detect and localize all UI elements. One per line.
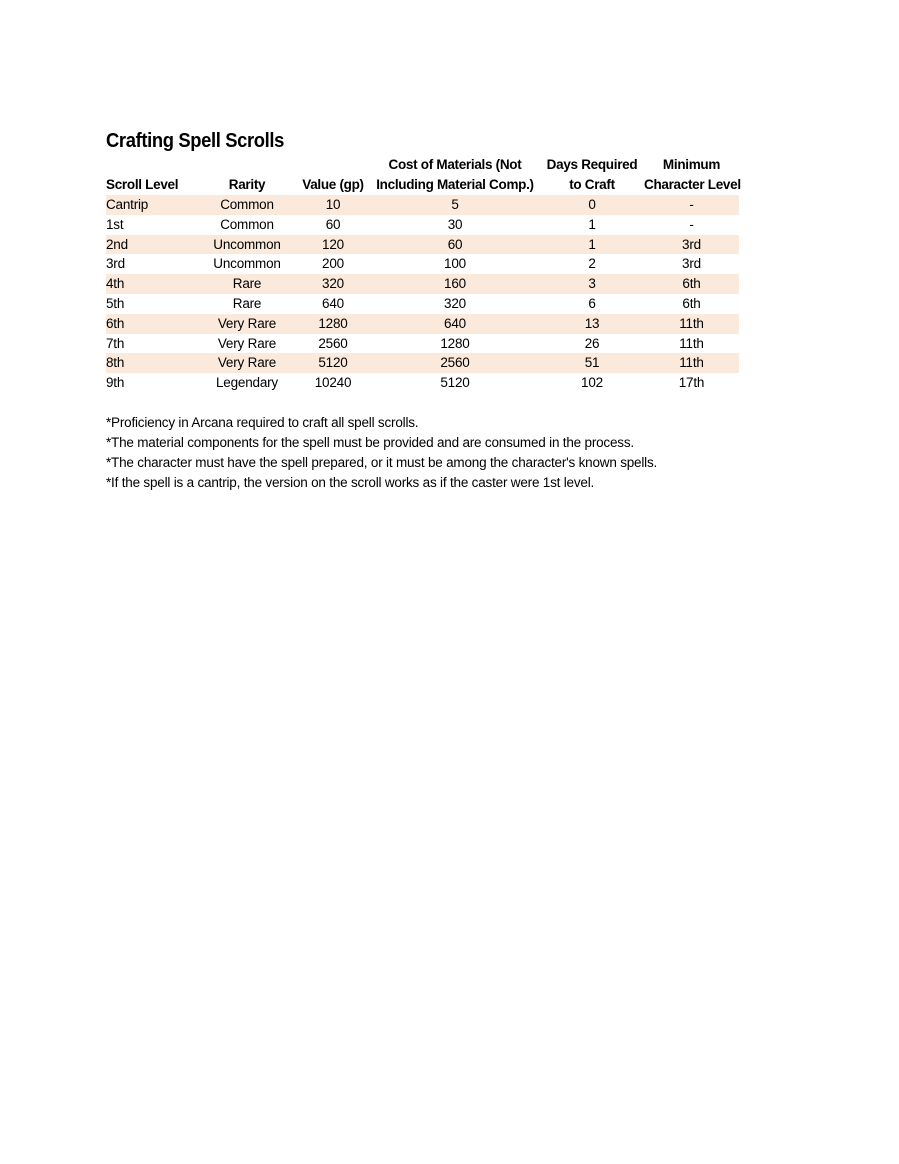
- footnote: *If the spell is a cantrip, the version on the scroll works as if the caster were 1st level.: [106, 474, 595, 490]
- cell-days: 6: [588, 295, 596, 311]
- cell-rarity: Very Rare: [217, 335, 277, 351]
- cell-days: 3: [540, 274, 644, 294]
- cell-rarity: Common: [220, 216, 274, 232]
- cell-value: 60: [325, 216, 341, 232]
- cell-rarity: Uncommon: [213, 256, 281, 272]
- cell-scroll-level: 2nd: [106, 235, 198, 255]
- cell-min-level: 6th: [644, 274, 739, 294]
- cell-scroll-level: 1st: [106, 216, 124, 232]
- cell-rarity: Very Rare: [198, 314, 296, 334]
- table-row: [106, 334, 739, 354]
- page-title: Crafting Spell Scrolls: [106, 130, 284, 152]
- cell-scroll-level: 5th: [106, 295, 125, 311]
- cell-rarity: Rare: [232, 295, 262, 311]
- cell-value: 2560: [318, 335, 348, 351]
- footnote: *The character must have the spell prepared, or it must be among the character's known spells.: [106, 454, 658, 470]
- cell-value: 10: [296, 195, 370, 215]
- header-value: Value (gp): [302, 177, 364, 192]
- table-row: [106, 274, 739, 294]
- cell-value: 320: [296, 274, 370, 294]
- header-scroll-level: Scroll Level: [106, 177, 179, 192]
- table-header-row: [106, 155, 739, 195]
- cell-days: 102: [581, 375, 603, 391]
- cell-cost: 5120: [440, 375, 470, 391]
- cell-cost: 640: [370, 314, 540, 334]
- cell-rarity: Legendary: [215, 375, 278, 391]
- cell-cost: 1280: [440, 335, 470, 351]
- cell-cost: 320: [444, 295, 466, 311]
- cell-cost: 2560: [370, 353, 540, 373]
- table-row: [106, 373, 739, 393]
- header-cost-of-materials: Cost of Materials (Not Including Material Comp.): [376, 157, 534, 192]
- cell-days: 0: [540, 195, 644, 215]
- cell-cost: 160: [370, 274, 540, 294]
- cell-days: 26: [584, 335, 600, 351]
- cell-value: 640: [322, 295, 344, 311]
- table-row: [106, 235, 739, 255]
- cell-days: 13: [540, 314, 644, 334]
- cell-rarity: Common: [198, 195, 296, 215]
- footnotes: [106, 413, 746, 493]
- spell-scroll-table: [106, 155, 739, 393]
- cell-days: 2: [588, 256, 596, 272]
- cell-value: 120: [296, 235, 370, 255]
- footnote: *The material components for the spell must be provided and are consumed in the process.: [106, 434, 634, 450]
- cell-scroll-level: Cantrip: [106, 195, 198, 215]
- cell-cost: 60: [370, 235, 540, 255]
- cell-days: 51: [540, 353, 644, 373]
- cell-value: 1280: [296, 314, 370, 334]
- cell-scroll-level: 8th: [106, 353, 198, 373]
- header-minimum-character-level: Minimum Character Level: [644, 157, 741, 192]
- cell-min-level: 11th: [679, 335, 704, 351]
- cell-rarity: Uncommon: [198, 235, 296, 255]
- cell-cost: 100: [444, 256, 466, 272]
- document-content: [106, 127, 746, 493]
- table-row: [106, 215, 739, 235]
- cell-min-level: -: [644, 195, 739, 215]
- cell-value: 200: [322, 256, 344, 272]
- cell-rarity: Rare: [198, 274, 296, 294]
- table-row: [106, 353, 739, 373]
- cell-min-level: 3rd: [644, 235, 739, 255]
- cell-rarity: Very Rare: [198, 353, 296, 373]
- header-days-required: Days Required to Craft: [546, 157, 638, 192]
- cell-min-level: 11th: [644, 314, 739, 334]
- cell-days: 1: [540, 235, 644, 255]
- cell-cost: 30: [447, 216, 463, 232]
- footnote: *Proficiency in Arcana required to craft all spell scrolls.: [106, 414, 419, 430]
- cell-min-level: 11th: [644, 353, 739, 373]
- table-row: [106, 195, 739, 215]
- cell-min-level: -: [689, 216, 694, 232]
- header-rarity: Rarity: [228, 177, 266, 192]
- cell-cost: 5: [370, 195, 540, 215]
- cell-min-level: 17th: [678, 375, 705, 391]
- table-row: [106, 254, 739, 274]
- table-row: [106, 314, 739, 334]
- cell-days: 1: [588, 216, 596, 232]
- cell-scroll-level: 4th: [106, 274, 198, 294]
- cell-scroll-level: 9th: [106, 375, 125, 391]
- table-row: [106, 294, 739, 314]
- cell-scroll-level: 3rd: [106, 256, 125, 272]
- cell-scroll-level: 6th: [106, 314, 198, 334]
- cell-value: 10240: [314, 375, 352, 391]
- cell-value: 5120: [296, 353, 370, 373]
- cell-min-level: 6th: [682, 295, 701, 311]
- cell-min-level: 3rd: [682, 256, 701, 272]
- cell-scroll-level: 7th: [106, 335, 125, 351]
